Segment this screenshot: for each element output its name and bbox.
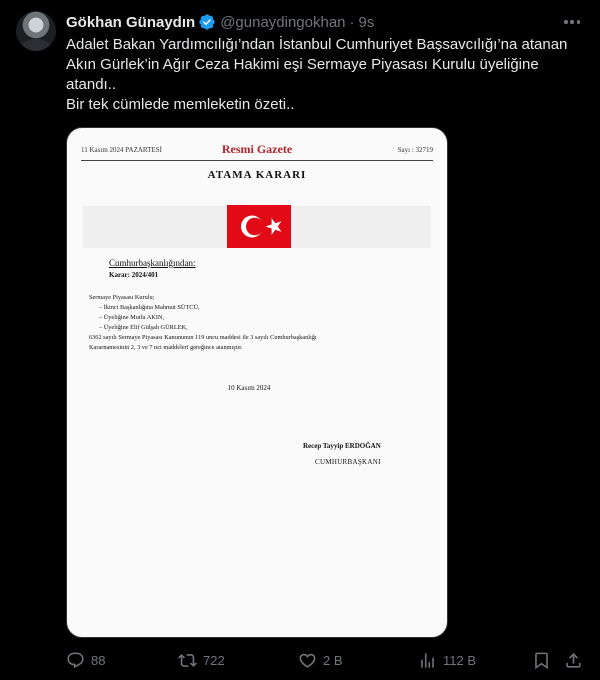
share-button[interactable] — [564, 648, 583, 672]
timestamp[interactable]: 9s — [358, 13, 375, 31]
views-icon — [418, 651, 437, 670]
gazette-date: 11 Kasım 2024 PAZARTESİ — [81, 146, 162, 154]
avatar-shoulders — [20, 39, 52, 51]
tweet-line: Akın Gürlek’in Ağır Ceza Hakimi eşi Sermaye Piyasası Kurulu üyeliğine — [66, 56, 539, 73]
more-icon[interactable] — [562, 12, 582, 32]
heart-icon — [298, 651, 317, 670]
reply-icon — [66, 651, 85, 670]
display-name[interactable]: Gökhan Günaydın — [66, 13, 196, 31]
repost-button[interactable] — [178, 648, 225, 672]
gazette-header — [81, 142, 433, 158]
tweet-text — [66, 35, 586, 115]
tweet-line: Bir tek cümlede memleketin özeti.. — [66, 96, 295, 113]
reply-button[interactable] — [66, 648, 105, 672]
verified-badge-icon — [198, 13, 216, 31]
gazette-rule — [81, 160, 433, 161]
document-heading: ATAMA KARARI — [207, 169, 307, 181]
decree-signer-title: CUMHURBAŞKANI — [315, 458, 381, 466]
decree-signer: Recep Tayyip ERDOĞAN — [303, 442, 381, 450]
more-dot — [570, 20, 574, 24]
tweet-line: atandı.. — [66, 76, 117, 93]
decree-authority: Cumhurbaşkanlığından: — [109, 258, 196, 268]
views-count: 112 B — [443, 652, 477, 668]
more-dot — [564, 20, 568, 24]
attached-image[interactable] — [66, 127, 448, 638]
decree-date: 10 Kasım 2024 — [227, 384, 271, 392]
reply-count: 88 — [91, 652, 106, 668]
decree-line: – Üyeliğine Mutlu AKIN, — [99, 314, 165, 321]
bookmark-button[interactable] — [532, 648, 551, 672]
separator-dot: · — [349, 13, 355, 31]
decree-line: Sermaye Piyasası Kurulu; — [89, 294, 155, 301]
decree-number: Karar: 2024/401 — [109, 271, 159, 279]
decree-line: 6362 sayılı Sermaye Piyasası Kanununun 119 uncu maddesi ile 3 sayılı Cumhurbaşkanlığı — [89, 334, 317, 341]
like-count: 2 B — [323, 652, 343, 668]
action-bar — [66, 648, 586, 672]
share-icon — [564, 651, 583, 670]
tweet-line: Adalet Bakan Yardımcılığı’ndan İstanbul Cumhuriyet Başsavcılığı’na atanan — [66, 36, 568, 53]
repost-icon — [178, 651, 197, 670]
turkish-flag-icon — [227, 205, 291, 248]
user-handle[interactable]: @gunaydingokhan — [220, 13, 346, 31]
gazette-number: Sayı : 32719 — [397, 146, 433, 154]
decree-line: Kararnamesinin 2, 3 ve 7 nci maddeleri gereğince atanmıştır. — [89, 344, 243, 351]
decree-line: – İkinci Başkanlığına Mahmut SÜTCÜ, — [99, 304, 200, 311]
repost-count: 722 — [203, 652, 225, 668]
views-button[interactable] — [418, 648, 476, 672]
bookmark-icon — [532, 651, 551, 670]
more-dot — [577, 20, 581, 24]
gazette-title: Resmi Gazete — [221, 142, 293, 156]
like-button[interactable] — [298, 648, 343, 672]
decree-line: – Üyeliğine Elif Gülşah GÜRLEK, — [99, 324, 188, 331]
tweet-header — [66, 12, 374, 32]
avatar[interactable] — [16, 11, 56, 51]
